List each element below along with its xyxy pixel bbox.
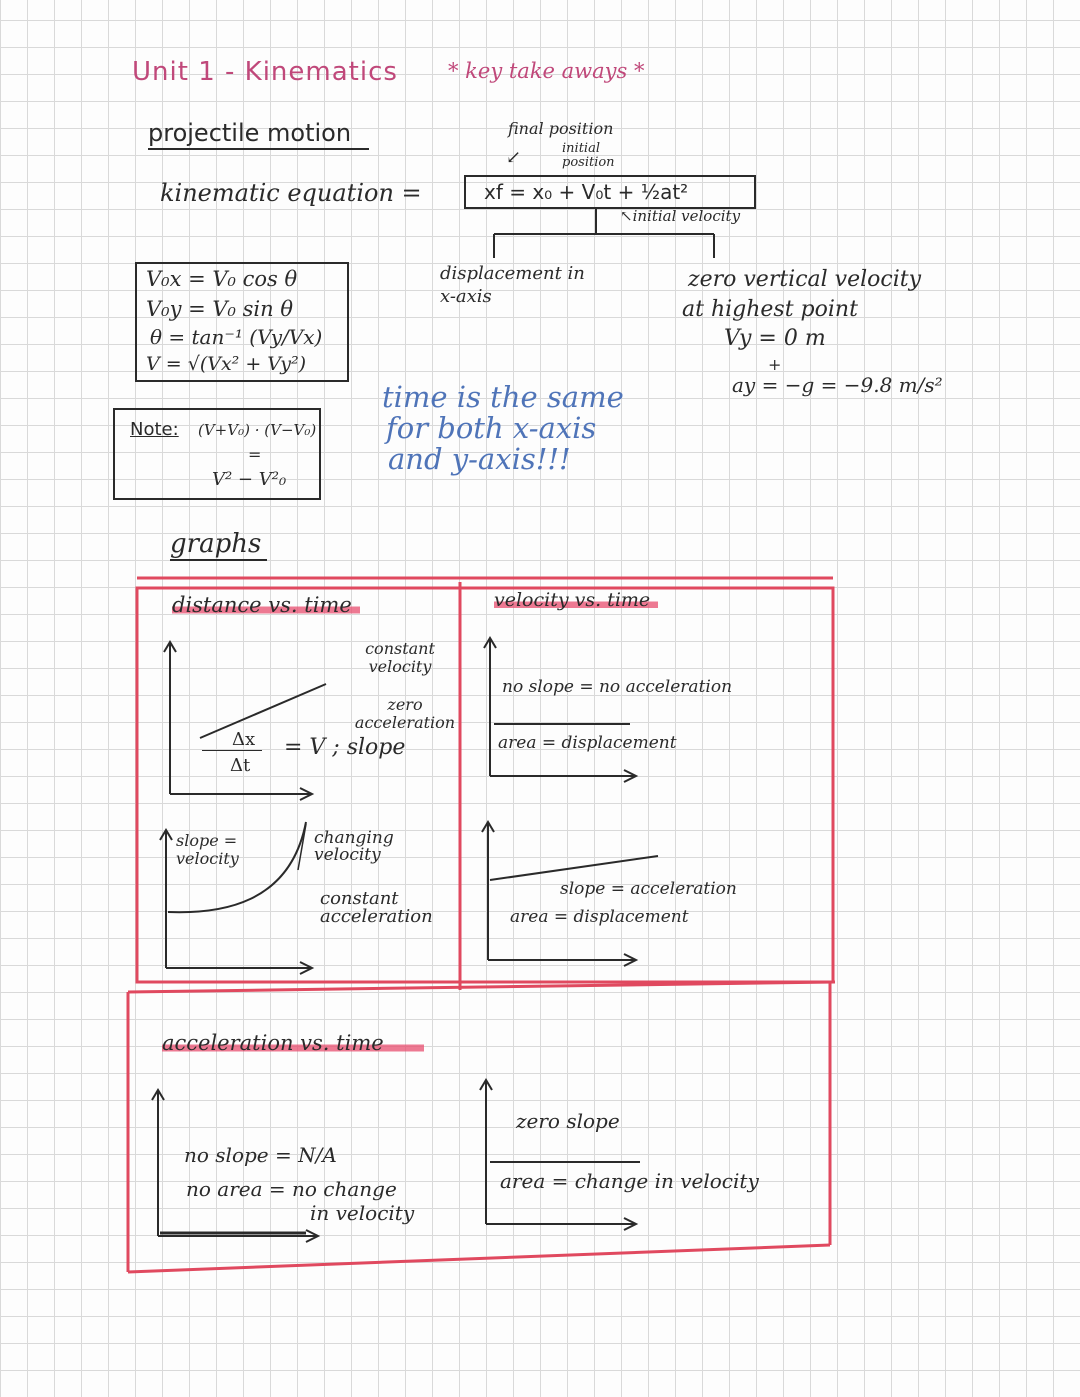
- note-line3: V² − V²₀: [212, 469, 287, 490]
- at-in-velocity: in velocity: [310, 1201, 415, 1225]
- displacement-label: displacement in x-axis: [440, 263, 585, 307]
- at-constant-graph: [480, 1080, 640, 1230]
- vt-slope-acceleration: slope = acceleration: [560, 879, 737, 899]
- initial-velocity-label: ↖initial velocity: [620, 207, 741, 225]
- vt-area-displacement: area = displacement: [498, 733, 677, 753]
- dt-delta-t: Δt: [230, 755, 251, 776]
- highest-point-line3: Vy = 0 m: [724, 326, 826, 351]
- kinematic-equation-label: kinematic equation =: [160, 179, 422, 207]
- highest-point-line2: at highest point: [682, 297, 858, 322]
- at-zero-slope: zero slope: [516, 1109, 620, 1133]
- highest-point-line4: +: [768, 355, 782, 374]
- unit-title: Unit 1 - Kinematics: [132, 57, 398, 87]
- at-no-area: no area = no change: [186, 1177, 397, 1201]
- vox-equation: V₀x = V₀ cos θ: [146, 267, 298, 291]
- arrow-down-left-icon: ↙: [506, 147, 522, 168]
- at-area-change: area = change in velocity: [500, 1169, 759, 1193]
- dt-linear-graph: [164, 642, 326, 800]
- dt-constant-acceleration: constant acceleration: [320, 888, 433, 927]
- final-position-label: final position: [508, 119, 614, 138]
- voy-equation: V₀y = V₀ sin θ: [146, 297, 293, 321]
- initial-position-label: initial position: [562, 141, 615, 170]
- dt-slope-label: = V ; slope: [284, 735, 406, 760]
- time-note-line3: and y-axis!!!: [388, 442, 571, 476]
- velocity-time-title: velocity vs. time: [494, 590, 658, 611]
- dt-zero-acceleration: zero acceleration: [354, 695, 456, 732]
- vt-no-slope: no slope = no acceleration: [502, 677, 733, 697]
- dt-fraction-bar: [202, 750, 262, 751]
- dt-slope-velocity: slope = velocity: [176, 831, 239, 869]
- projectile-heading: projectile motion: [148, 120, 369, 150]
- resultant-equation: V = √(Vx² + Vy²): [146, 353, 307, 375]
- vt-area-displacement-2: area = displacement: [510, 907, 689, 927]
- dt-delta-x: Δx: [232, 729, 256, 750]
- theta-equation: θ = tan⁻¹ (Vy/Vx): [150, 325, 323, 349]
- key-takeaways: * key take aways *: [448, 59, 645, 83]
- note-line2: =: [248, 445, 262, 464]
- dt-constant-velocity: constant velocity: [365, 639, 435, 676]
- graphs-heading: graphs: [170, 530, 267, 561]
- time-note-line1: time is the same: [382, 380, 624, 414]
- vt-flat-graph: [484, 638, 636, 782]
- highest-point-line1: zero vertical velocity: [688, 267, 922, 292]
- note-label: Note:: [130, 419, 179, 440]
- acceleration-time-title: acceleration vs. time: [162, 1032, 424, 1055]
- note-line1: (V+V₀) · (V−V₀): [198, 421, 317, 439]
- kinematic-equation: xf = x₀ + V₀t + ½at²: [484, 180, 689, 204]
- dt-changing-velocity: changing velocity: [314, 828, 394, 865]
- distance-time-title: distance vs. time: [172, 594, 360, 617]
- highest-point-line5: ay = −g = −9.8 m/s²: [732, 373, 943, 397]
- time-note-line2: for both x-axis: [386, 411, 597, 445]
- equation-bracket: [494, 208, 714, 258]
- at-no-slope: no slope = N/A: [184, 1143, 337, 1167]
